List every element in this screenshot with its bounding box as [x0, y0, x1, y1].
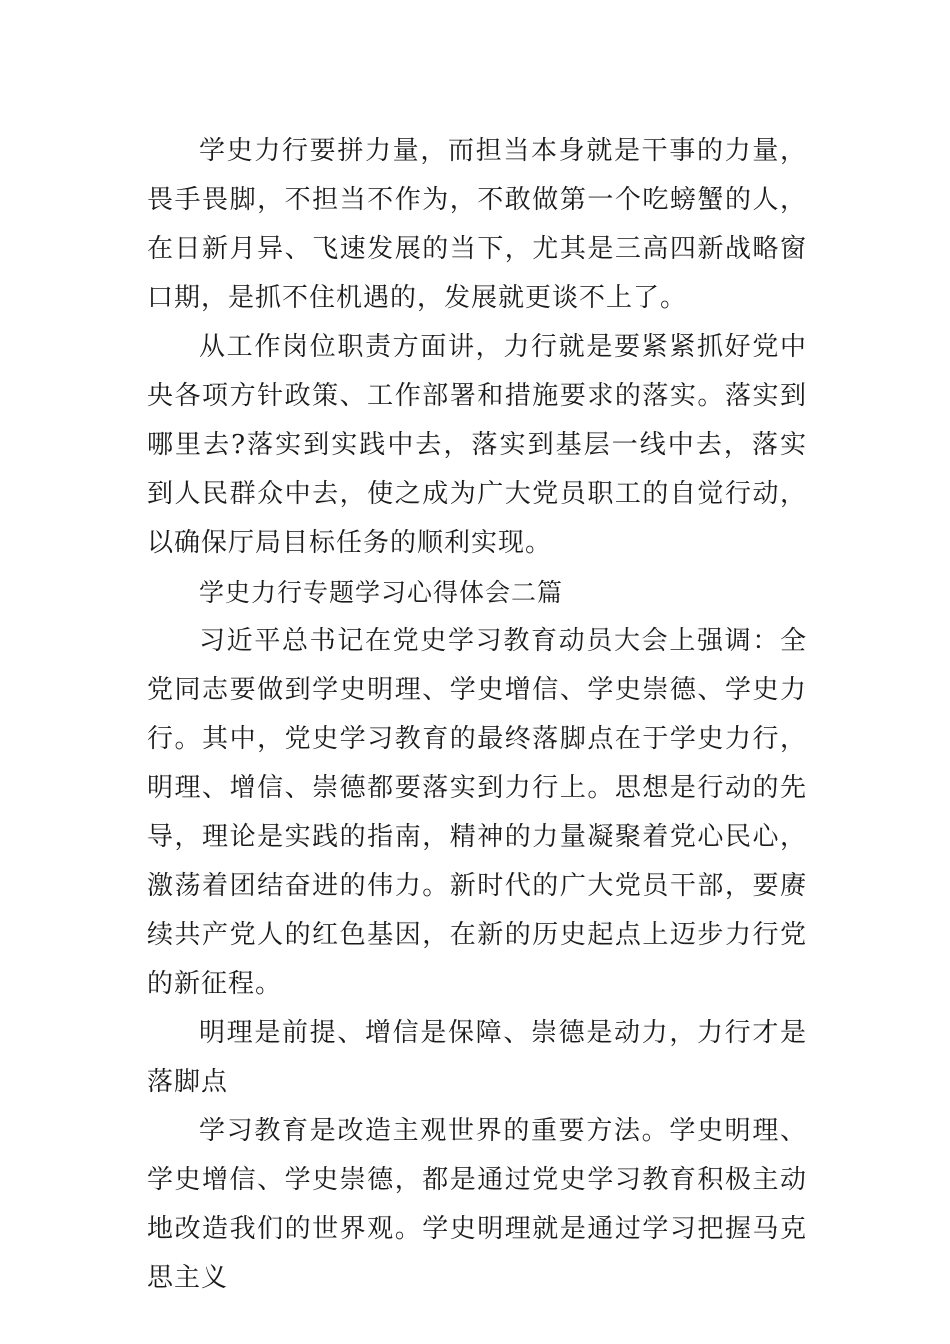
paragraph-5: 学习教育是改造主观世界的重要方法。学史明理、学史增信、学史崇德，都是通过党史学习教育积极主动地改造我们的世界观。学史明理就是通过学习把握马克思主义 [147, 1116, 807, 1293]
section-title: 学史力行专题学习心得体会二篇 [199, 578, 564, 607]
paragraph-2: 从工作岗位职责方面讲，力行就是要紧紧抓好党中央各项方针政策、工作部署和措施要求的落实。落实到哪里去?落实到实践中去，落实到基层一线中去，落实到人民群众中去，使之成为广大党员职工的自觉行动，以确保厅局目标任务的顺利实现。 [147, 332, 807, 558]
paragraph-3: 习近平总书记在党史学习教育动员大会上强调：全党同志要做到学史明理、学史增信、学史崇德、学史力行。其中，党史学习教育的最终落脚点在于学史力行，明理、增信、崇德都要落实到力行上。思想是行动的先导，理论是实践的指南，精神的力量凝聚着党心民心，激荡着团结奋进的伟力。新时代的广大党员干部，要赓续共产党人的红色基因，在新的历史起点上迈步力行党的新征程。 [147, 626, 807, 999]
paragraph-1: 学史力行要拼力量，而担当本身就是干事的力量，畏手畏脚，不担当不作为，不敢做第一个吃螃蟹的人，在日新月异、飞速发展的当下，尤其是三高四新战略窗口期，是抓不住机遇的，发展就更谈不上了。 [147, 136, 807, 313]
paragraph-4: 明理是前提、增信是保障、崇德是动力，力行才是落脚点 [147, 1018, 807, 1097]
document-body [147, 127, 807, 1303]
